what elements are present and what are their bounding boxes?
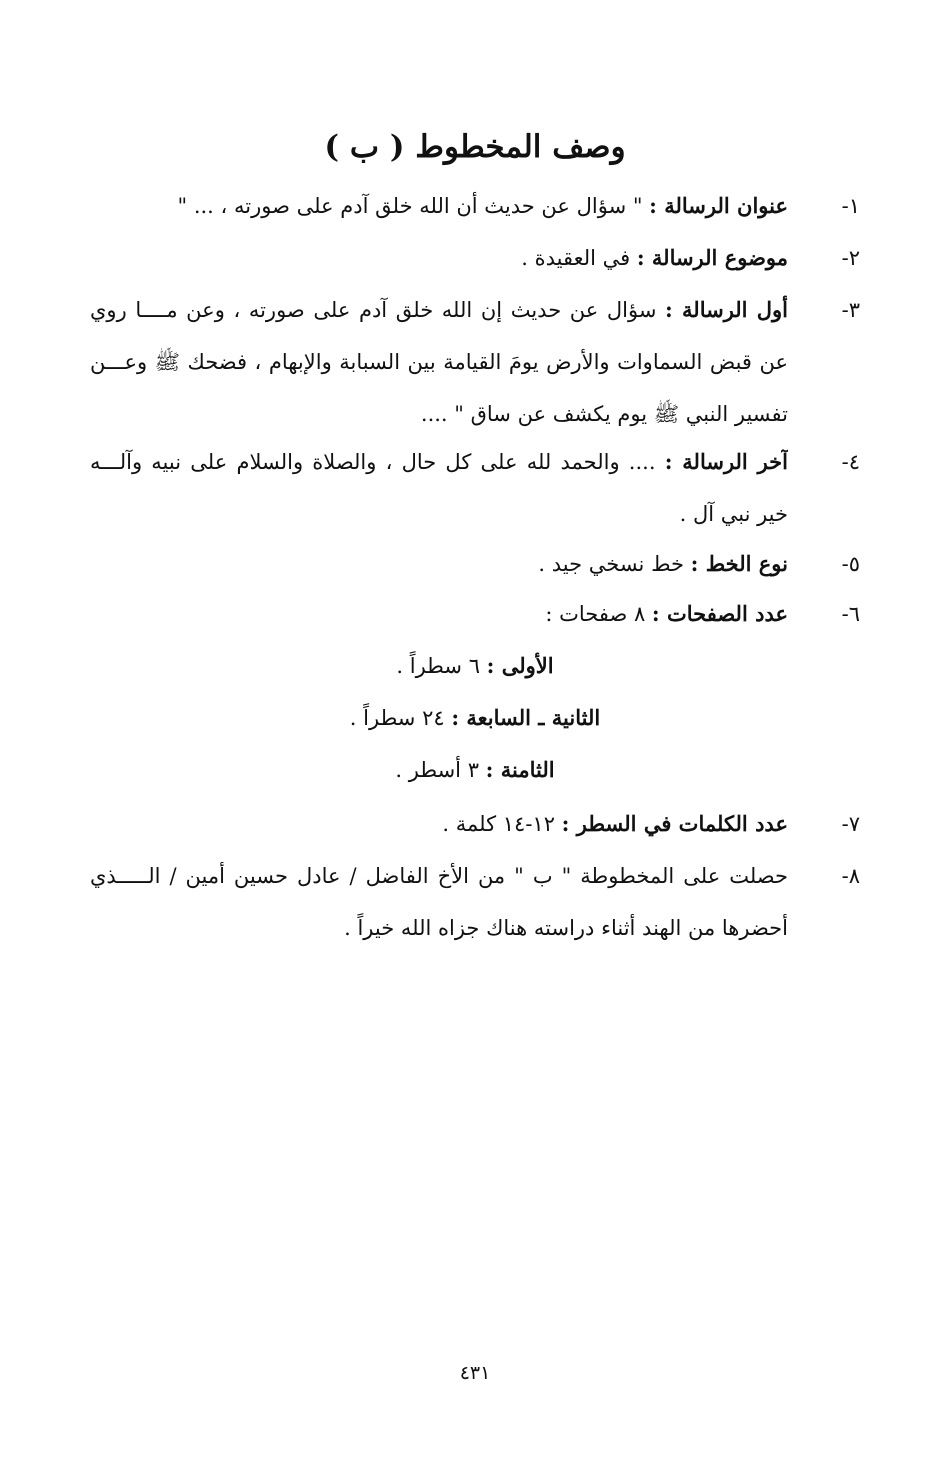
sub-label: الثانية ـ السابعة : (451, 705, 601, 730)
item-number: ٢- (841, 246, 860, 270)
item-text: سؤال عن حديث إن الله خلق آدم على صورته ، وعن مــــا روي (90, 298, 666, 322)
item-number: ٣- (841, 298, 860, 322)
item-line (90, 284, 788, 336)
item-label: نوع الخط : (690, 551, 788, 576)
item-text: ١٢-١٤ كلمة . (442, 812, 562, 836)
item-number: ٧- (841, 812, 860, 836)
item-body (90, 588, 788, 640)
item-label: آخر الرسالة : (664, 449, 788, 474)
item-line: تفسير النبي ﷺ يوم يكشف عن ساق " .... (420, 402, 788, 426)
list-item-beginning (90, 284, 860, 440)
item-line: خير نبي آل . (679, 502, 788, 526)
item-body (90, 798, 788, 850)
item-body (90, 538, 788, 590)
item-text: في العقيدة . (521, 246, 637, 270)
item-label: عنوان الرسالة : (649, 193, 788, 218)
page-number: ٤٣١ (459, 1362, 491, 1384)
page-count-eighth (0, 744, 950, 796)
item-body (90, 436, 788, 540)
list-item-words (90, 798, 860, 850)
sub-label: الأولى : (486, 653, 554, 678)
list-item-subject (90, 232, 860, 284)
item-label: أول الرسالة : (665, 297, 788, 322)
item-line (90, 436, 788, 488)
item-number: ١- (841, 194, 860, 218)
item-number: ٦- (841, 602, 860, 626)
item-text: .... والحمد لله على كل حال ، والصلاة والسلام على نبيه وآلـــه (90, 450, 665, 474)
item-label: عدد الكلمات في السطر : (561, 811, 788, 836)
item-line: أحضرها من الهند أثناء دراسته هناك جزاه الله خيراً . (344, 916, 788, 940)
sub-label: الثامنة : (485, 757, 555, 782)
item-body (90, 284, 788, 440)
page-title: وصف المخطوط ( ب ) (324, 129, 626, 165)
item-text: ٨ صفحات : (545, 602, 652, 626)
item-body (90, 232, 788, 284)
item-line: عن قبض السماوات والأرض يومَ القيامة بين السبابة والإبهام ، فضحك ﷺ وعـــن (90, 350, 788, 374)
list-item-acquisition (90, 850, 860, 954)
list-item-pages (90, 588, 860, 640)
page-count-first (0, 640, 950, 692)
item-number: ٥- (841, 552, 860, 576)
item-label: موضوع الرسالة : (636, 245, 788, 270)
sub-text: ٦ سطراً . (396, 654, 487, 678)
item-text: " سؤال عن حديث أن الله خلق آدم على صورته ، ... " (177, 194, 650, 218)
sub-text: ٢٤ سطراً . (349, 706, 452, 730)
item-body (90, 180, 788, 232)
page-count-second-seventh (0, 692, 950, 744)
item-label: عدد الصفحات : (651, 601, 788, 626)
item-line: حصلت على المخطوطة " ب " من الأخ الفاضل / عادل حسين أمين / الـــــذي (90, 864, 788, 888)
item-text: خط نسخي جيد . (538, 552, 691, 576)
item-number: ٨- (841, 864, 860, 888)
list-item-script (90, 538, 860, 590)
list-item-title (90, 180, 860, 232)
item-number: ٤- (841, 450, 860, 474)
item-body (90, 850, 788, 954)
sub-text: ٣ أسطر . (395, 758, 486, 782)
list-item-ending (90, 436, 860, 540)
